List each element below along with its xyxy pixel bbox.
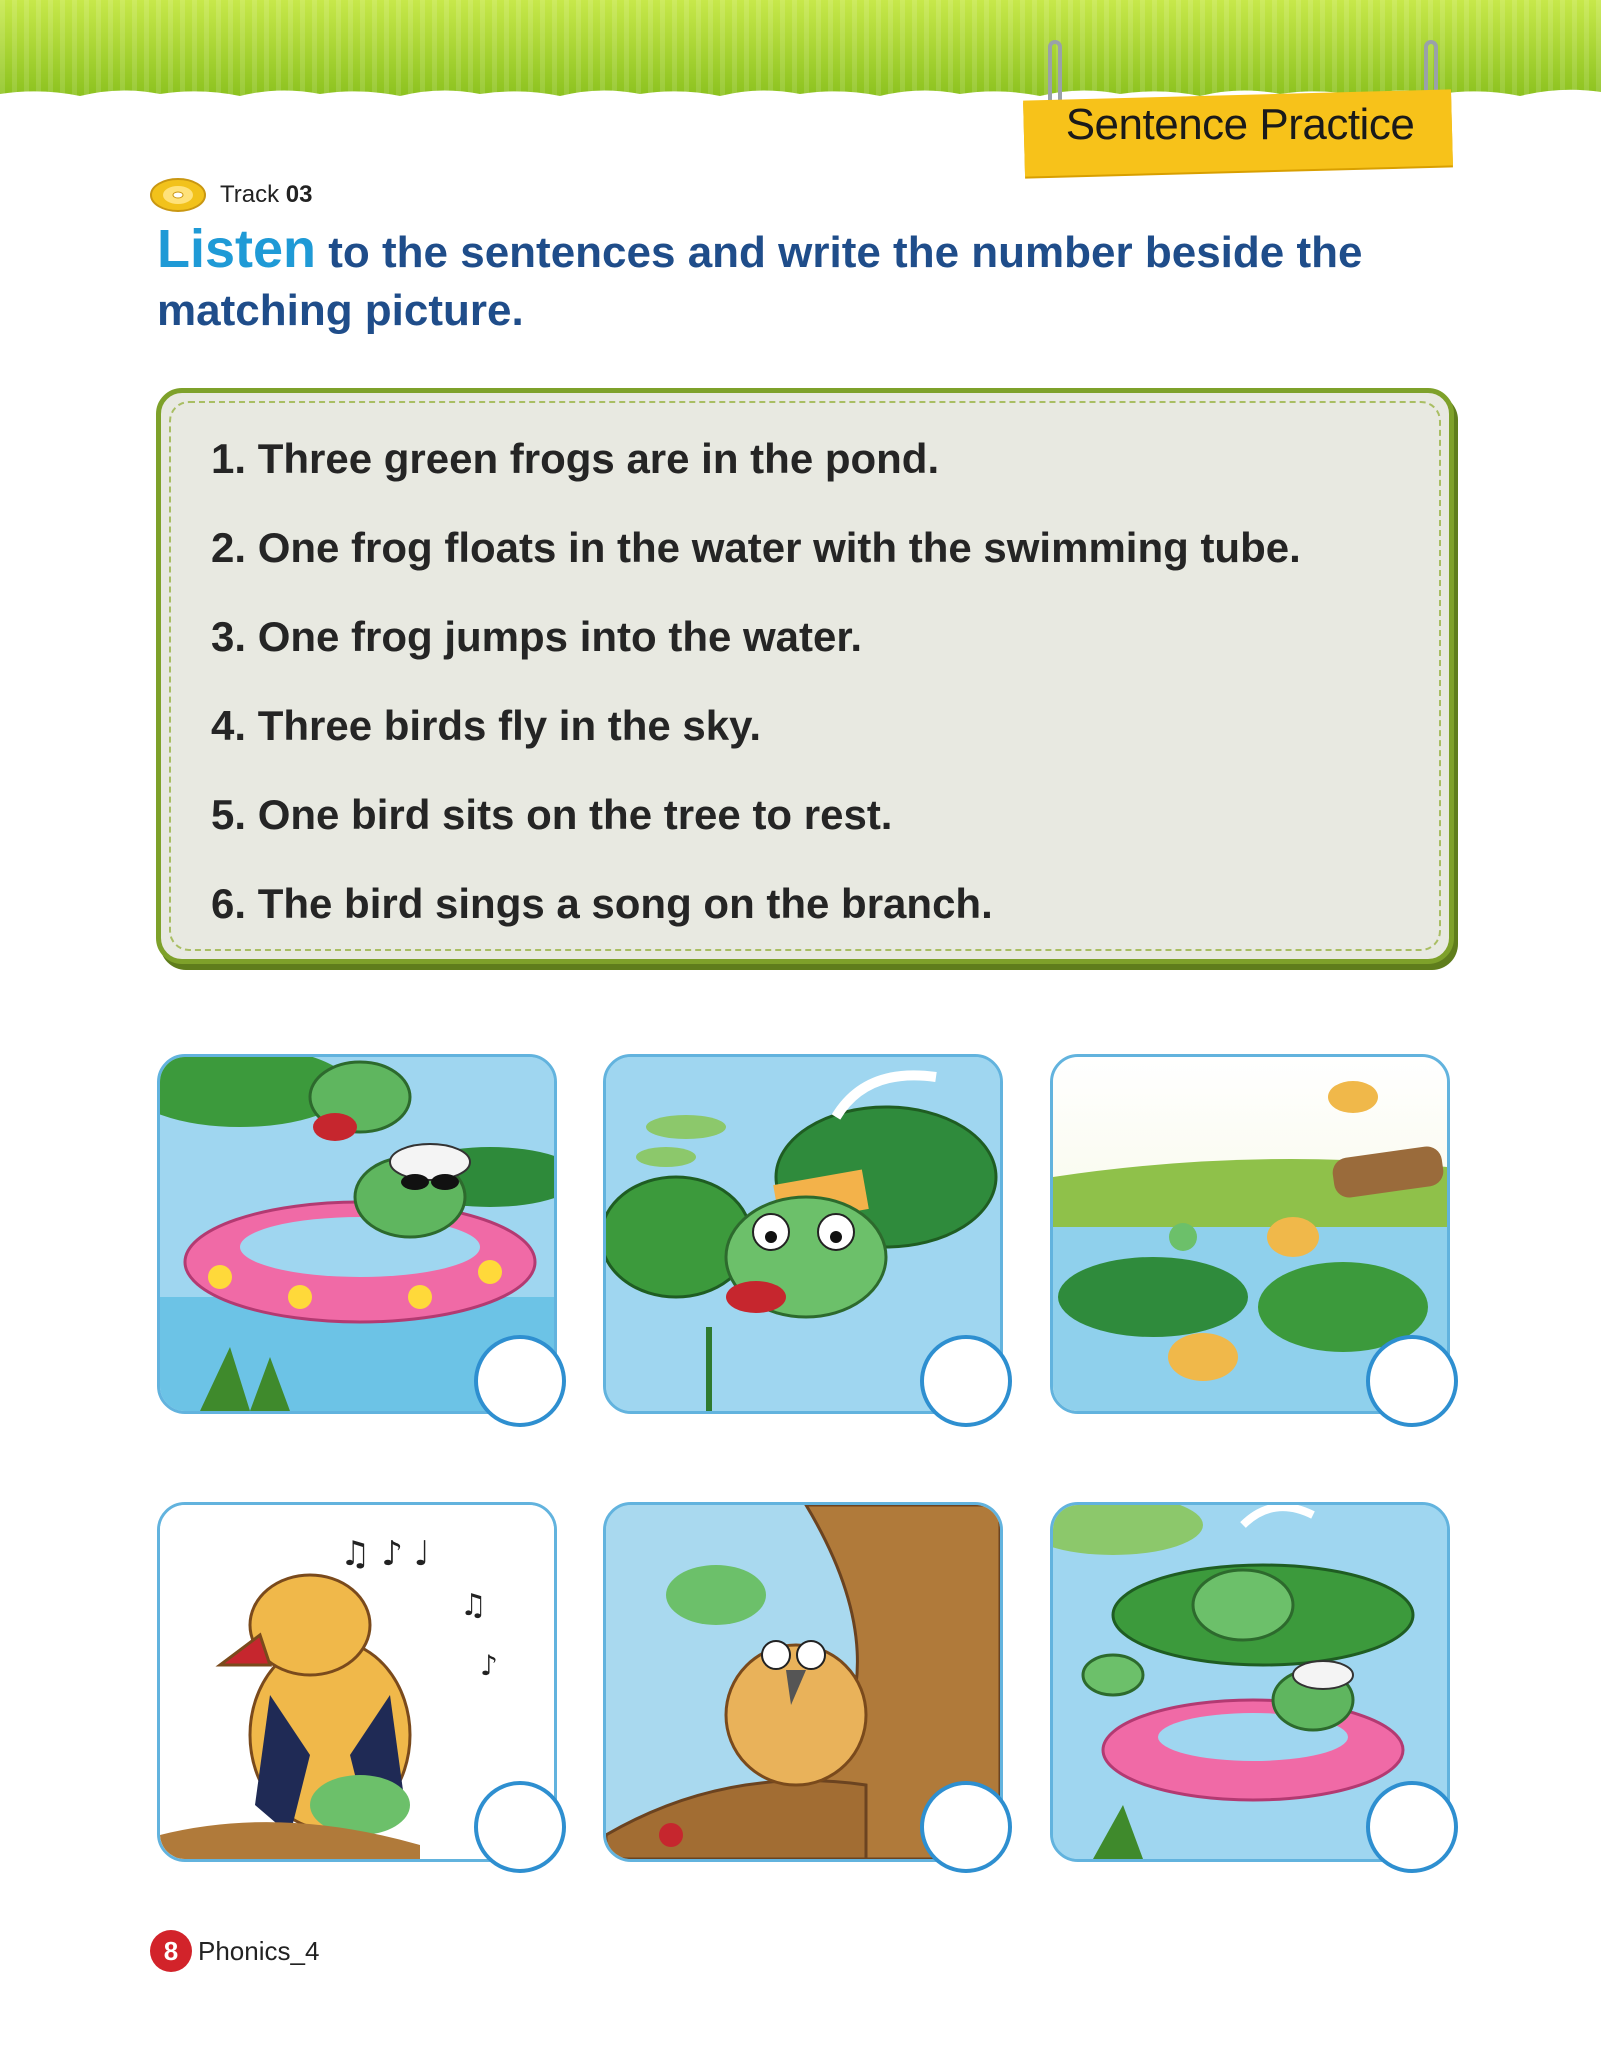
answer-circle[interactable] (1366, 1781, 1458, 1873)
answer-circle[interactable] (920, 1335, 1012, 1427)
sentence-list (211, 433, 1301, 967)
sentence-item: 3. One frog jumps into the water. (211, 613, 863, 660)
answer-circle[interactable] (1366, 1335, 1458, 1427)
answer-circle[interactable] (474, 1335, 566, 1427)
cd-icon (150, 177, 206, 213)
instruction (157, 220, 1387, 340)
answer-circle[interactable] (920, 1781, 1012, 1873)
svg-text:♫ ♪ ♩: ♫ ♪ ♩ (340, 1534, 430, 1574)
section-tag (1020, 40, 1460, 190)
svg-text:♫: ♫ (460, 1588, 487, 1623)
book-title: Phonics_4 (198, 1935, 320, 1966)
sentence-item: 2. One frog floats in the water with the swimming tube. (211, 524, 1301, 571)
sentence-item: 5. One bird sits on the tree to rest. (211, 791, 893, 838)
sentence-item: 4. Three birds fly in the sky. (211, 702, 762, 749)
audio-track[interactable] (150, 175, 312, 215)
track-label: Track 03 (220, 181, 313, 208)
svg-text:♪: ♪ (480, 1649, 498, 1682)
sentence-item: 6. The bird sings a song on the branch. (211, 880, 993, 927)
section-title: Sentence Practice (1065, 100, 1415, 149)
instruction-text: to the sentences and write the number beside the matching picture. (157, 228, 1363, 335)
sentence-box (156, 388, 1454, 964)
answer-circle[interactable] (474, 1781, 566, 1873)
sentence-item: 1. Three green frogs are in the pond. (211, 435, 940, 482)
page-number: 8 (150, 1930, 192, 1972)
instruction-lead: Listen (157, 219, 317, 279)
page-footer (150, 1930, 319, 1972)
